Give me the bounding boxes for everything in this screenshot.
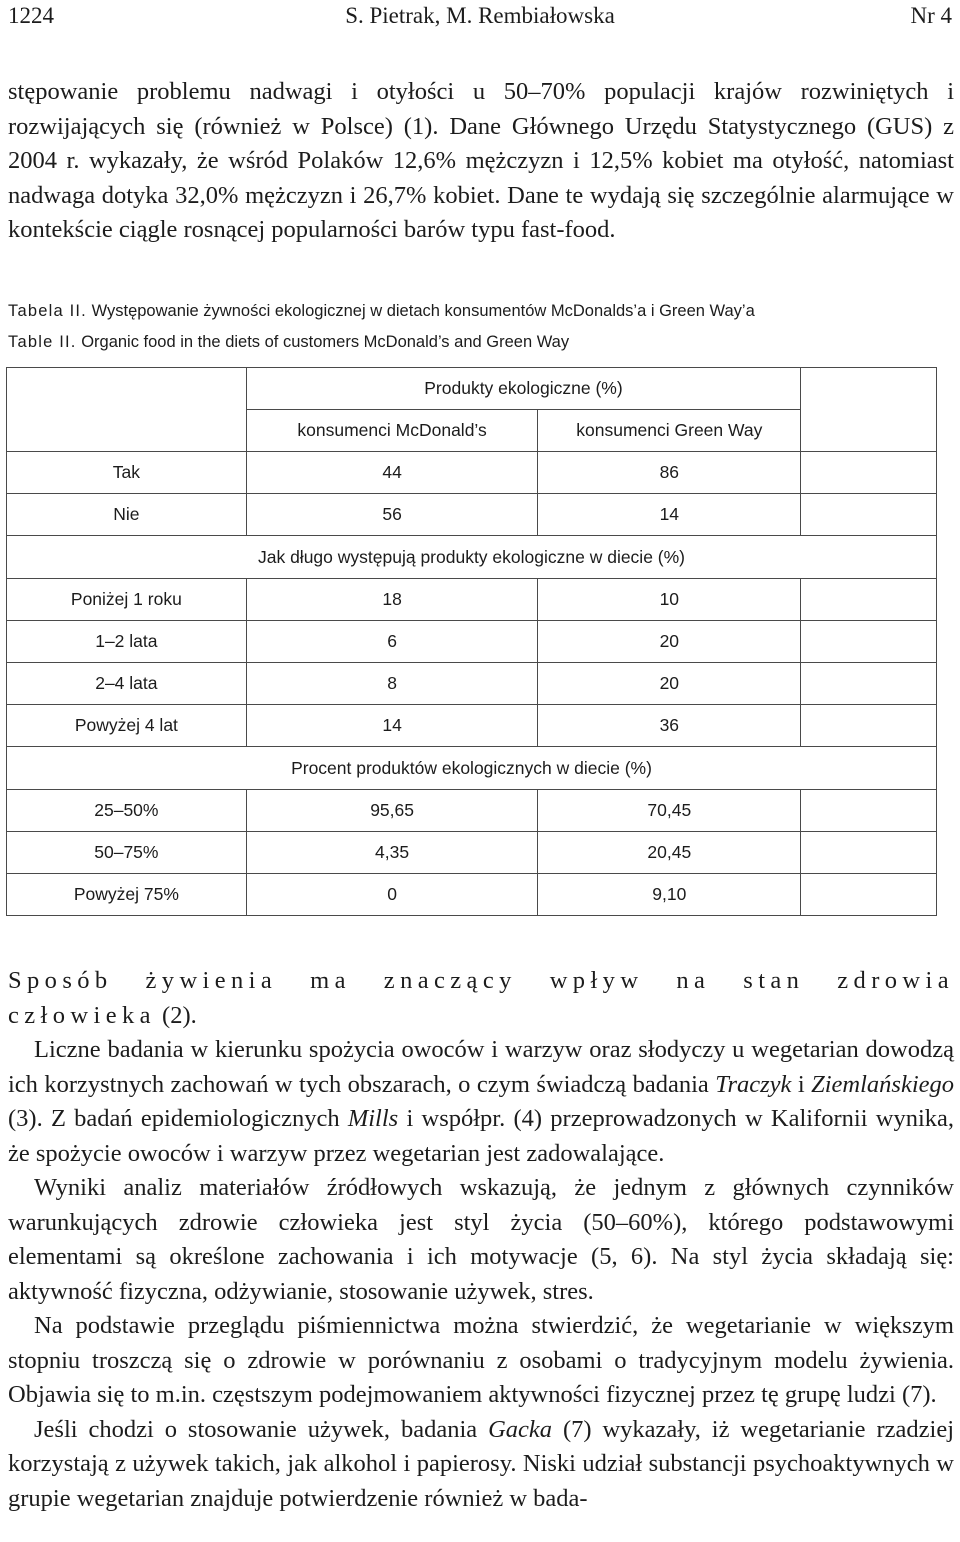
cell-greenway: 14 — [538, 494, 801, 536]
row-label: 50–75% — [7, 832, 247, 874]
section-title-percent: Procent produktów ekologicznych w diecie (%) — [7, 747, 937, 790]
table-corner — [7, 368, 247, 410]
table-caption — [8, 296, 954, 358]
cell-greenway: 70,45 — [538, 790, 801, 832]
table-caption-en-text: Organic food in the diets of customers McDonald’s and Green Way — [81, 333, 570, 351]
table-row — [7, 621, 937, 663]
paragraph-stimulants — [8, 1413, 954, 1517]
table-header-group: Produkty ekologiczne (%) — [246, 368, 800, 410]
cited-author: Traczyk — [715, 1070, 792, 1098]
row-label: 1–2 lata — [7, 621, 247, 663]
cell-greenway: 9,10 — [538, 874, 801, 916]
section-heading: Sposób żywienia ma znaczący wpływ na stan zdrowia człowieka — [8, 967, 954, 1029]
cell-empty — [801, 790, 937, 832]
cell-greenway: 36 — [538, 705, 801, 747]
cell-mcdonalds: 95,65 — [246, 790, 538, 832]
cell-mcdonalds: 14 — [246, 705, 538, 747]
col-header-greenway: konsumenci Green Way — [538, 410, 801, 452]
authors: S. Pietrak, M. Rembiałowska — [345, 3, 615, 28]
table-caption-pl-label: Tabela II. — [8, 302, 87, 320]
row-label: Powyżej 4 lat — [7, 705, 247, 747]
intro-paragraph: stępowanie problemu nadwagi i otyłości u 50–70% populacji krajów rozwiniętych i rozwijających się (również w Polsce) (1). Dane Głównego Urzędu Statystycznego (GUS) z 2004 r. wykazały, że wśród Polaków 12,6% mężczyzn i 12,5% kobiet ma otyłość, natomiast nadwaga dotyka 32,0% mężczyzn i 26,7% kobiet. Dane te wydają się szczególnie alarmujące w kontekście ciągle rosnącej popularności barów typu fast-food. — [8, 78, 954, 243]
cell-mcdonalds: 8 — [246, 663, 538, 705]
text-run: i — [791, 1070, 812, 1098]
cell-empty — [801, 452, 937, 494]
cell-empty — [801, 705, 937, 747]
cell-empty — [801, 874, 937, 916]
table-row — [7, 832, 937, 874]
table-row — [7, 579, 937, 621]
cell-empty — [801, 832, 937, 874]
cell-greenway: 86 — [538, 452, 801, 494]
cited-author: Mills — [347, 1105, 399, 1132]
row-label: 25–50% — [7, 790, 247, 832]
text-run: (7) wykazały, iż wegetarianie rzadziej korzystają z używek takich, jak alkohol i papierosy. Niski udział substancji psychoaktywnych w grupie wegetarian znajduje potwierdzenie również w bada- — [8, 1415, 955, 1512]
text-run: (3). Z badań epidemiologicznych — [8, 1105, 348, 1132]
row-label: Tak — [7, 452, 247, 494]
cell-empty — [801, 621, 937, 663]
cell-greenway: 20 — [538, 621, 801, 663]
cell-mcdonalds: 56 — [246, 494, 538, 536]
table-caption-pl — [8, 296, 954, 327]
cell-mcdonalds: 4,35 — [246, 832, 538, 874]
cell-greenway: 20,45 — [538, 832, 801, 874]
section-heading-line — [8, 964, 954, 1033]
row-label: Nie — [7, 494, 247, 536]
cell-empty — [801, 579, 937, 621]
cell-mcdonalds: 44 — [246, 452, 538, 494]
table-corner-lower — [7, 410, 247, 452]
table-section-row — [7, 536, 937, 579]
cell-greenway: 20 — [538, 663, 801, 705]
cell-mcdonalds: 6 — [246, 621, 538, 663]
table-header-spacer-lower — [801, 410, 937, 452]
table-row — [7, 790, 937, 832]
main-text-block — [8, 964, 954, 1516]
organic-food-table — [6, 367, 937, 916]
table-row — [7, 874, 937, 916]
cited-author: Ziemlańskiego — [811, 1070, 955, 1098]
text-run: Jeśli chodzi o stosowanie używek, badania — [34, 1415, 489, 1443]
row-label: Poniżej 1 roku — [7, 579, 247, 621]
cell-greenway: 10 — [538, 579, 801, 621]
table-caption-en — [8, 327, 954, 358]
cited-author: Gacka — [488, 1415, 553, 1443]
cell-empty — [801, 663, 937, 705]
table-header-spacer — [801, 368, 937, 410]
table-row — [7, 452, 937, 494]
section-title-duration: Jak długo występują produkty ekologiczne w diecie (%) — [7, 536, 937, 579]
text-run: i współpr. (4) przeprowadzonych w Kalifornii wynika, że spożycie owoców i warzyw przez wegetarian jest zadowalające. — [8, 1105, 955, 1167]
page-number: 1224 — [8, 3, 54, 28]
row-label: Powyżej 75% — [7, 874, 247, 916]
cell-mcdonalds: 18 — [246, 579, 538, 621]
col-header-mcdonalds: konsumenci McDonald’s — [246, 410, 538, 452]
intro-paragraph-block — [8, 75, 954, 248]
table-section-row — [7, 747, 937, 790]
paragraph-fruit-vegetables — [8, 1033, 954, 1171]
section-heading-ref: (2). — [162, 1001, 197, 1029]
issue-number: Nr 4 — [910, 3, 952, 28]
row-label: 2–4 lata — [7, 663, 247, 705]
table-row — [7, 494, 937, 536]
table-caption-pl-text: Występowanie żywności ekologicznej w dietach konsumentów McDonalds’a i Green Way’a — [91, 302, 755, 320]
running-header — [8, 0, 952, 34]
table-caption-en-label: Table II. — [8, 333, 77, 351]
cell-empty — [801, 494, 937, 536]
paragraph-health-care: Na podstawie przeglądu piśmiennictwa można stwierdzić, że wegetarianie w większym stopniu troszczą się o zdrowie w porównaniu z osobami o tradycyjnym modelu żywienia. Objawia się to m.in. częstszym podejmowaniem aktywności fizycznej przez tę grupę ludzi (7). — [8, 1312, 954, 1408]
text-run: Liczne badania w kierunku spożycia owoców i warzyw oraz słodyczy u wegetarian dowodzą ich korzystnych zachowań w tych obszarach, o czym świadczą badania — [8, 1036, 954, 1098]
table-row — [7, 663, 937, 705]
table-row — [7, 705, 937, 747]
cell-mcdonalds: 0 — [246, 874, 538, 916]
paragraph-lifestyle: Wyniki analiz materiałów źródłowych wskazują, że jednym z głównych czynników warunkujących zdrowie człowieka jest styl życia (50–60%), którego podstawowymi elementami są określone zachowania i ich motywacje (5, 6). Na styl życia składają się: aktywność fizyczna, odżywianie, stosowanie używek, stres. — [8, 1174, 954, 1305]
